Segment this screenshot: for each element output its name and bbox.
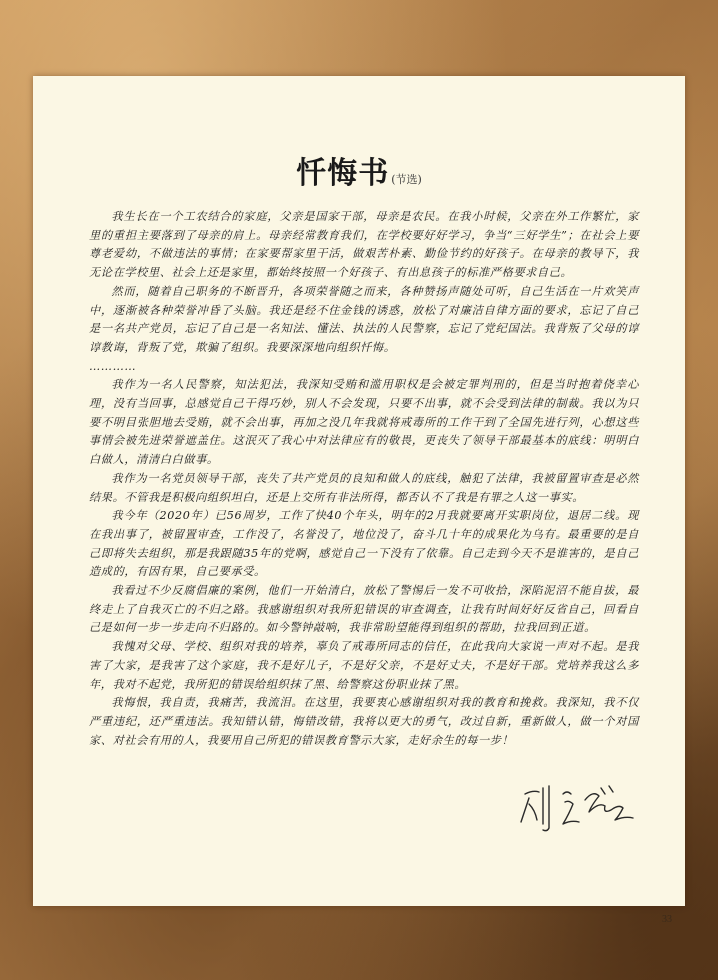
paragraph: 我生长在一个工农结合的家庭，父亲是国家干部，母亲是农民。在我小时候，父亲在外工作繁忙，家里的重担主要落到了母亲的肩上。母亲经常教育我们，在学校要好好学习，争当“三好学生”；在社会上要尊老爱幼，不做违法的事情；在家要帮家里干活，做艰苦朴素、勤俭节约的好孩子。在母亲的教导下，我无论在学校里、社会上还是家里，都始终按照一个好孩子、有出息孩子的标准严格要求自己。 — [89, 210, 639, 280]
title-row — [33, 148, 685, 192]
paragraph: 我今年（2020年）已56周岁，工作了快40个年头，明年的2月我就要离开实职岗位，退居二线。现在我出事了，被留置审查，工作没了，名誉没了，地位没了，奋斗几十年的成果化为乌有。最重要的是自己即将失去组织，那是我跟随35年的党啊，感觉自己一下没有了依靠。自己走到今天不是谁害的，是自己造成的，有因有果，自己要承受。 — [89, 509, 639, 579]
page-number: 33 — [662, 914, 672, 925]
paragraph: 我愧对父母、学校、组织对我的培养，辜负了戒毒所同志的信任，在此我向大家说一声对不起。是我害了大家，是我害了这个家庭，我不是好儿子，不是好父亲，不是好丈夫，不是好干部。党培养我这么多年，我对不起党，我所犯的错误给组织抹了黑、给警察这份职业抹了黑。 — [89, 640, 639, 691]
handwritten-signature — [519, 780, 635, 840]
ellipsis-separator: ………… — [89, 359, 137, 373]
document-body — [89, 208, 639, 750]
paragraph: 我看过不少反腐倡廉的案例，他们一开始清白，放松了警惕后一发不可收拾，深陷泥沼不能自拔，最终走上了自我灭亡的不归之路。我感谢组织对我所犯错误的审查调查，让我有时间好好反省自己，回看自己是如何一步一步走向不归路的。如今警钟敲响，我非常盼望能得到组织的帮助，拉我回到正道。 — [89, 584, 639, 635]
paragraph: 我作为一名人民警察，知法犯法，我深知受贿和滥用职权是会被定罪判刑的，但是当时抱着侥幸心理，没有当回事，总感觉自己干得巧妙，别人不会发现，只要不出事，就不会受到法律的制裁。我以为只要不明目张胆地去受贿，就不会出事，再加之没几年我就将戒毒所的工作干到了全国先进行列，心想这些事情会被先进荣誉遮盖住。这泯灭了我心中对法律应有的敬畏，更丧失了领导干部最基本的底线：明明白白做人，清清白白做事。 — [89, 378, 639, 467]
document-subtitle: (节选) — [391, 173, 422, 186]
paragraph: 我作为一名党员领导干部，丧失了共产党员的良知和做人的底线，触犯了法律，我被留置审查是必然结果。不管我是积极向组织坦白，还是上交所有非法所得，都否认不了我是有罪之人这一事实。 — [89, 471, 639, 504]
paragraph: 然而，随着自己职务的不断晋升，各项荣誉随之而来，各种赞扬声随处可听，自己生活在一片欢笑声中，逐渐被各种荣誉冲昏了头脑。我还是经不住金钱的诱惑，放松了对廉洁自律方面的要求，忘记了自己是一名共产党员，忘记了自己是一名知法、懂法、执法的人民警察，忘记了党纪国法。我背叛了父母的谆谆教诲，背叛了党，欺骗了组织。我要深深地向组织忏悔。 — [89, 284, 639, 354]
paragraph: 我悔恨，我自责，我痛苦，我流泪。在这里，我要衷心感谢组织对我的教育和挽救。我深知，我不仅严重违纪，还严重违法。我知错认错，悔错改错，我将以更大的勇气，改过自新，重新做人，做一个对国家、对社会有用的人，我要用自己所犯的错误教育警示大家，走好余生的每一步！ — [89, 696, 639, 747]
document-page — [33, 76, 685, 906]
document-title: 忏悔书 — [296, 156, 390, 191]
